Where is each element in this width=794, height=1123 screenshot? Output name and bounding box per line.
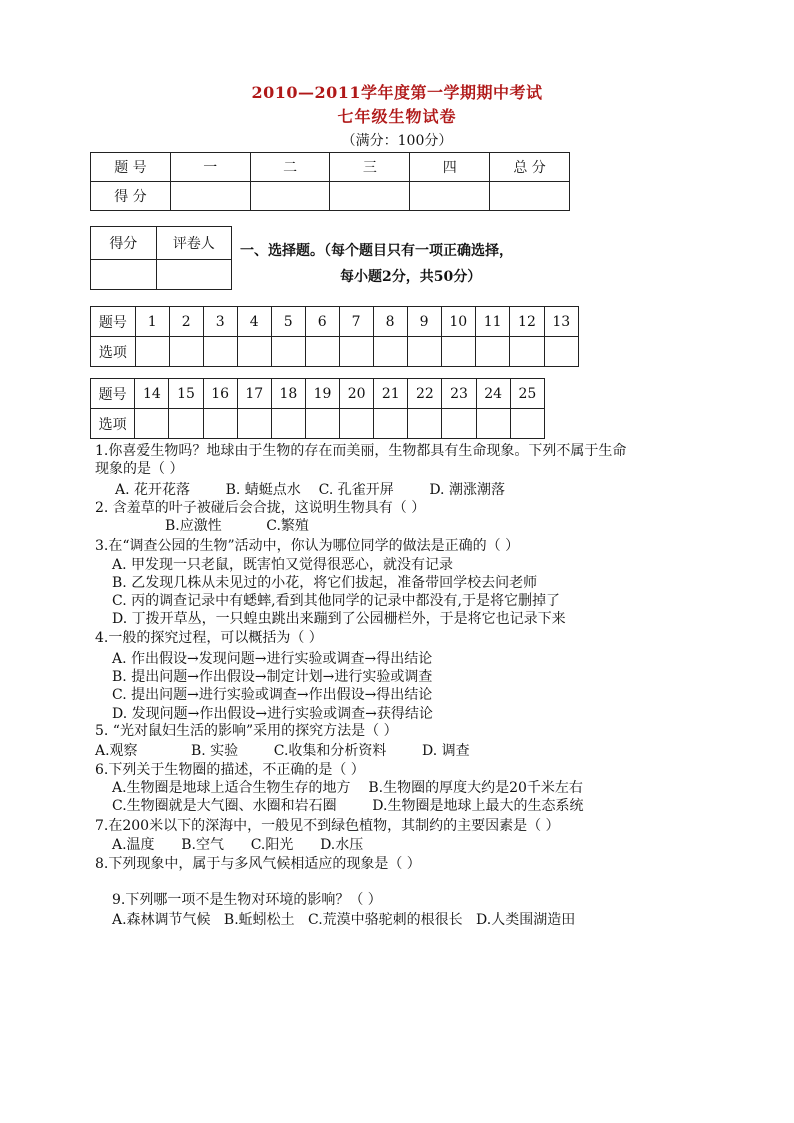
question-4-option-b: B. 提出问题→作出假设→制定计划→进行实验或调查 <box>112 669 433 685</box>
question-8-stem: 8.下列现象中，属于与多风气候相适应的现象是（ ） <box>95 856 421 872</box>
answer-cell[interactable] <box>237 409 271 439</box>
answer-cell[interactable] <box>442 409 476 439</box>
question-4-stem: 4.一般的探究过程，可以概括为（ ） <box>95 630 323 646</box>
question-number: 8 <box>373 307 407 337</box>
grader-score-cell[interactable] <box>91 260 157 290</box>
question-number: 10 <box>441 307 475 337</box>
answer-cell[interactable] <box>305 409 339 439</box>
score-table <box>90 152 570 211</box>
answer-cell[interactable] <box>510 337 544 367</box>
question-4-option-c: C. 提出问题→进行实验或调查→作出假设→得出结论 <box>112 687 433 703</box>
question-number: 15 <box>169 379 203 409</box>
answer-cell[interactable] <box>203 337 237 367</box>
question-5-stem: 5. “光对鼠妇生活的影响”采用的探究方法是（ ） <box>95 723 398 739</box>
full-score: （满分：100分） <box>341 133 453 149</box>
question-number: 3 <box>203 307 237 337</box>
answer-cell[interactable] <box>271 409 305 439</box>
question-number: 9 <box>407 307 441 337</box>
question-number: 7 <box>339 307 373 337</box>
question-number: 11 <box>475 307 509 337</box>
question-6-options-cd: C.生物圈就是大气圈、水圈和岩石圈 D.生物圈是地球上最大的生态系统 <box>112 798 584 814</box>
question-number: 21 <box>374 379 408 409</box>
answer-cell[interactable] <box>169 337 203 367</box>
question-number: 1 <box>135 307 169 337</box>
answer-cell[interactable] <box>169 409 203 439</box>
section-heading-cont: 每小题2分，共50分） <box>340 269 482 285</box>
question-number: 16 <box>203 379 237 409</box>
section-heading: 一、选择题。（每个题目只有一项正确选择， <box>240 243 513 259</box>
question-1-stem: 1.你喜爱生物吗？地球由于生物的存在而美丽，生物都具有生命现象。下列不属于生命 <box>95 443 627 459</box>
question-4-option-d: D. 发现问题→作出假设→进行实验或调查→获得结论 <box>112 706 433 722</box>
question-2-options: B.应激性 C.繁殖 <box>165 518 309 534</box>
answer-cell[interactable] <box>441 337 475 367</box>
question-number: 13 <box>544 307 578 337</box>
answer-cell[interactable] <box>271 337 305 367</box>
question-7-stem: 7.在200米以下的深海中，一般见不到绿色植物，其制约的主要因素是（ ） <box>95 818 560 834</box>
question-7-options: A.温度 B.空气 C.阳光 D.水压 <box>112 837 364 853</box>
question-5-options: A.观察 B. 实验 C.收集和分析资料 D. 调查 <box>95 743 470 759</box>
question-number: 25 <box>510 379 544 409</box>
grader-score-label: 得分 <box>91 227 157 260</box>
score-row-label: 得 分 <box>91 182 171 211</box>
score-cell[interactable] <box>490 182 570 211</box>
question-number: 12 <box>510 307 544 337</box>
question-number: 2 <box>169 307 203 337</box>
answer-cell[interactable] <box>373 337 407 367</box>
answer-table-1 <box>90 306 579 367</box>
question-number: 18 <box>271 379 305 409</box>
score-cell[interactable] <box>170 182 250 211</box>
score-cell[interactable] <box>410 182 490 211</box>
score-cell[interactable] <box>330 182 410 211</box>
question-number: 19 <box>305 379 339 409</box>
question-4-option-a: A. 作出假设→发现问题→进行实验或调查→得出结论 <box>112 651 433 667</box>
score-table-header: 二 <box>250 153 330 182</box>
answer-cell[interactable] <box>475 337 509 367</box>
question-1-stem-cont: 现象的是（ ） <box>95 461 184 477</box>
answer-table-label: 选项 <box>91 409 135 439</box>
answer-cell[interactable] <box>135 409 169 439</box>
question-2-stem: 2. 含羞草的叶子被碰后会合拢，这说明生物具有（ ） <box>95 500 426 516</box>
question-number: 22 <box>408 379 442 409</box>
answer-cell[interactable] <box>203 409 237 439</box>
question-6-stem: 6.下列关于生物圈的描述，不正确的是（ ） <box>95 762 365 778</box>
question-3-option-c: C. 丙的调查记录中有蟋蟀,看到其他同学的记录中都没有,于是将它删掉了 <box>112 593 561 609</box>
answer-cell[interactable] <box>544 337 578 367</box>
score-table-header: 一 <box>170 153 250 182</box>
answer-cell[interactable] <box>408 409 442 439</box>
answer-cell[interactable] <box>374 409 408 439</box>
question-number: 20 <box>340 379 374 409</box>
question-number: 14 <box>135 379 169 409</box>
answer-table-2 <box>90 378 545 439</box>
answer-cell[interactable] <box>476 409 510 439</box>
grader-box <box>90 226 232 290</box>
question-number: 24 <box>476 379 510 409</box>
score-table-header: 四 <box>410 153 490 182</box>
question-1-options: A. 花开花落 B. 蜻蜓点水 C. 孔雀开屏 D. 潮涨潮落 <box>115 482 505 498</box>
exam-title: 2010—2011学年度第一学期期中考试 <box>251 83 543 102</box>
answer-cell[interactable] <box>339 337 373 367</box>
question-3-stem: 3.在“调查公园的生物”活动中，你认为哪位同学的做法是正确的（ ） <box>95 538 520 554</box>
question-6-options-ab: A.生物圈是地球上适合生物生存的地方 B.生物圈的厚度大约是20千米左右 <box>112 780 583 796</box>
question-number: 4 <box>237 307 271 337</box>
question-number: 5 <box>271 307 305 337</box>
answer-cell[interactable] <box>237 337 271 367</box>
answer-cell[interactable] <box>510 409 544 439</box>
answer-table-label: 题号 <box>91 379 135 409</box>
answer-cell[interactable] <box>135 337 169 367</box>
question-3-option-a: A. 甲发现一只老鼠，既害怕又觉得很恶心，就没有记录 <box>112 557 454 573</box>
answer-cell[interactable] <box>340 409 374 439</box>
question-number: 23 <box>442 379 476 409</box>
score-table-header: 总 分 <box>490 153 570 182</box>
grader-name-cell[interactable] <box>156 260 231 290</box>
answer-table-label: 选项 <box>91 337 136 367</box>
exam-subtitle: 七年级生物试卷 <box>337 107 457 126</box>
score-cell[interactable] <box>250 182 330 211</box>
score-table-header: 题 号 <box>91 153 171 182</box>
question-number: 6 <box>305 307 339 337</box>
question-3-option-d: D. 丁拨开草丛，一只蝗虫跳出来蹦到了公园栅栏外，于是将它也记录下来 <box>112 611 566 627</box>
question-number: 17 <box>237 379 271 409</box>
answer-cell[interactable] <box>305 337 339 367</box>
answer-cell[interactable] <box>407 337 441 367</box>
question-9-stem: 9.下列哪一项不是生物对环境的影响？（ ） <box>112 892 382 908</box>
question-3-option-b: B. 乙发现几株从未见过的小花，将它们拔起，准备带回学校去问老师 <box>112 575 538 591</box>
grader-name-label: 评卷人 <box>156 227 231 260</box>
question-9-options: A.森林调节气候 B.蚯蚓松土 C.荒漠中骆驼刺的根很长 D.人类围湖造田 <box>112 912 576 928</box>
score-table-header: 三 <box>330 153 410 182</box>
answer-table-label: 题号 <box>91 307 136 337</box>
